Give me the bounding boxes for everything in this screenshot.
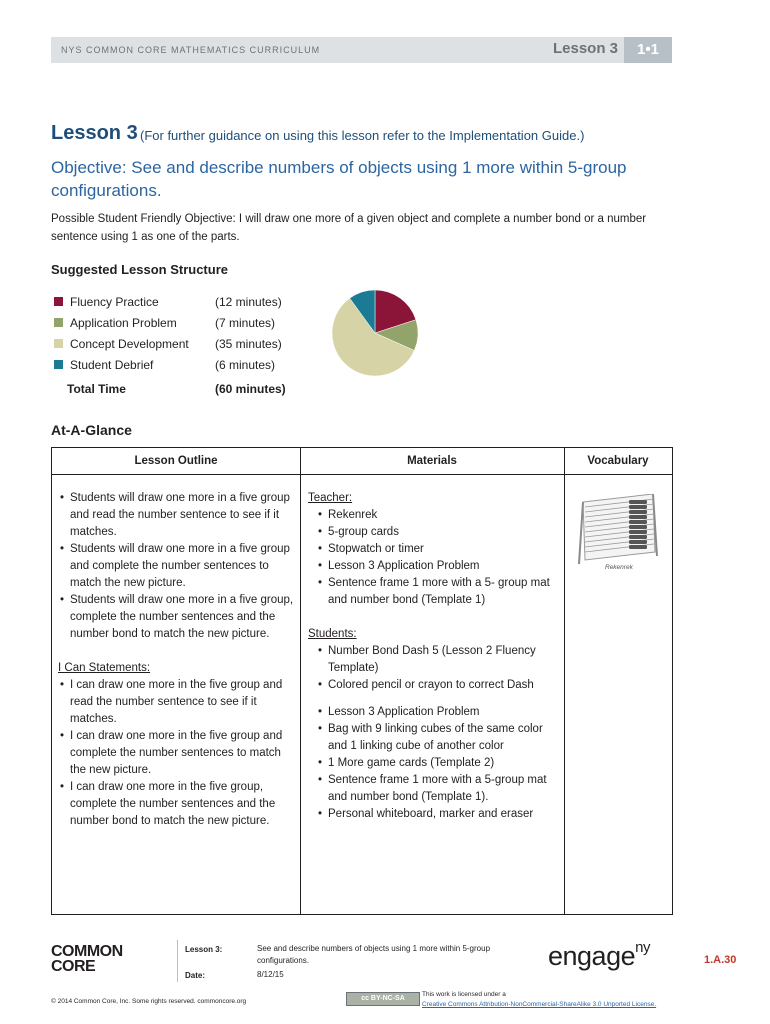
materials-header: Materials: [300, 448, 564, 475]
structure-row: [54, 315, 314, 336]
outline-cell: [58, 490, 294, 830]
legend-swatch: [54, 297, 63, 306]
outline-list: [58, 490, 294, 643]
common-core-logo: COMMON CORE: [51, 943, 123, 975]
column-divider: [564, 448, 565, 914]
i-can-item: • I can draw one more in the five group and complete the number sentences to match the new picture.: [58, 728, 294, 779]
module-badge: 1•1: [624, 37, 672, 63]
student-material-item: • Lesson 3 Application Problem: [316, 704, 558, 721]
lesson-structure-pie: [331, 288, 419, 378]
student-material-item: • Number Bond Dash 5 (Lesson 2 Fluency Template): [316, 643, 558, 677]
outline-item: • Students will draw one more in a five group and read the number sentence to see if it matches.: [58, 490, 294, 541]
teacher-material-item: • Stopwatch or timer: [316, 541, 558, 558]
glance-table: [51, 447, 673, 915]
header-bar: [51, 37, 672, 63]
i-can-list: [58, 677, 294, 830]
teacher-list: [308, 507, 558, 609]
teacher-material-item: • Lesson 3 Application Problem: [316, 558, 558, 575]
page-id: 1.A.30: [704, 954, 737, 966]
teacher-material-item: • 5-group cards: [316, 524, 558, 541]
curriculum-label: NYS COMMON CORE MATHEMATICS CURRICULUM: [61, 45, 321, 55]
structure-name: Concept Development: [70, 337, 189, 351]
outline-header: Lesson Outline: [52, 448, 300, 475]
structure-name: Student Debrief: [70, 358, 154, 372]
footer-date-label: Date:: [185, 971, 206, 980]
glance-title: At-A-Glance: [51, 422, 132, 438]
students-list: [308, 643, 558, 694]
legend-swatch: [54, 339, 63, 348]
outline-item: • Students will draw one more in a five group and complete the number sentences to match the new picture.: [58, 541, 294, 592]
structure-time: (35 minutes): [215, 337, 282, 351]
i-can-item: • I can draw one more in the five group, complete the number sentences and the number bond to match the new picture.: [58, 779, 294, 830]
lesson-title: Lesson 3: [51, 122, 138, 144]
teacher-title: Teacher:: [308, 492, 353, 504]
footer-lesson-text: See and describe numbers of objects using 1 more within 5-group configurations.: [257, 944, 491, 965]
structure-row: [54, 357, 314, 378]
structure-list: [54, 294, 314, 378]
i-can-title: I Can Statements:: [58, 662, 151, 674]
structure-title: Suggested Lesson Structure: [51, 262, 228, 277]
cc-license-badge: cc BY-NC-SA: [346, 992, 420, 1006]
total-time-label: Total Time: [67, 382, 126, 396]
teacher-material-item: • Sentence frame 1 more with a 5- group mat and number bond (Template 1): [316, 575, 558, 609]
rekenrek-caption: Rekenrek: [605, 564, 633, 571]
footer-date: 8/12/15: [257, 970, 284, 979]
student-material-item: • Sentence frame 1 more with a 5-group mat and number bond (Template 1).: [316, 772, 558, 806]
legend-swatch: [54, 318, 63, 327]
student-material-item: • Personal whiteboard, marker and eraser: [316, 806, 558, 823]
header-lesson: Lesson 3: [552, 40, 618, 57]
column-divider: [300, 448, 301, 914]
license-link[interactable]: Creative Commons Attribution-NonCommercial-ShareAlike 3.0 Unported License.: [422, 1001, 657, 1008]
materials-cell: [308, 490, 558, 823]
vocabulary-header: Vocabulary: [564, 448, 672, 475]
objective: Objective: See and describe numbers of objects using 1 more within 5-group configurations.: [51, 158, 627, 200]
copyright: © 2014 Common Core, Inc. Some rights reserved. commoncore.org: [51, 998, 247, 1005]
students-title: Students:: [308, 628, 357, 640]
teacher-material-item: • Rekenrek: [316, 507, 558, 524]
friendly-objective: Possible Student Friendly Objective: I will draw one more of a given object and complete a number bond or a number sentence using 1 as one of the parts.: [51, 213, 647, 243]
student-material-item: • Colored pencil or crayon to correct Dash: [316, 677, 558, 694]
lesson-guidance: (For further guidance on using this lesson refer to the Implementation Guide.): [140, 128, 585, 143]
footer-divider: [177, 940, 178, 982]
structure-row: [54, 294, 314, 315]
structure-row: [54, 336, 314, 357]
structure-time: (6 minutes): [215, 358, 276, 372]
legend-swatch: [54, 360, 63, 369]
total-time-value: (60 minutes): [215, 382, 286, 396]
student-material-item: • 1 More game cards (Template 2): [316, 755, 558, 772]
structure-time: (7 minutes): [215, 316, 276, 330]
students-list: [308, 704, 558, 823]
outline-item: • Students will draw one more in a five group, complete the number sentences and the number bond to match the new picture.: [58, 592, 294, 643]
i-can-item: • I can draw one more in the five group and read the number sentence to see if it matches.: [58, 677, 294, 728]
student-material-item: • Bag with 9 linking cubes of the same color and 1 linking cube of another color: [316, 721, 558, 755]
footer-lesson-label: Lesson 3:: [185, 945, 223, 954]
structure-name: Application Problem: [70, 316, 177, 330]
structure-name: Fluency Practice: [70, 295, 159, 309]
license-text: This work is licensed under a Creative Commons Attribution-NonCommercial-ShareAlike 3.0 Unported License.: [422, 991, 657, 1008]
structure-time: (12 minutes): [215, 295, 282, 309]
engageny-logo: engage$^{ny}$: [548, 939, 650, 971]
rekenrek-image: [577, 494, 659, 572]
